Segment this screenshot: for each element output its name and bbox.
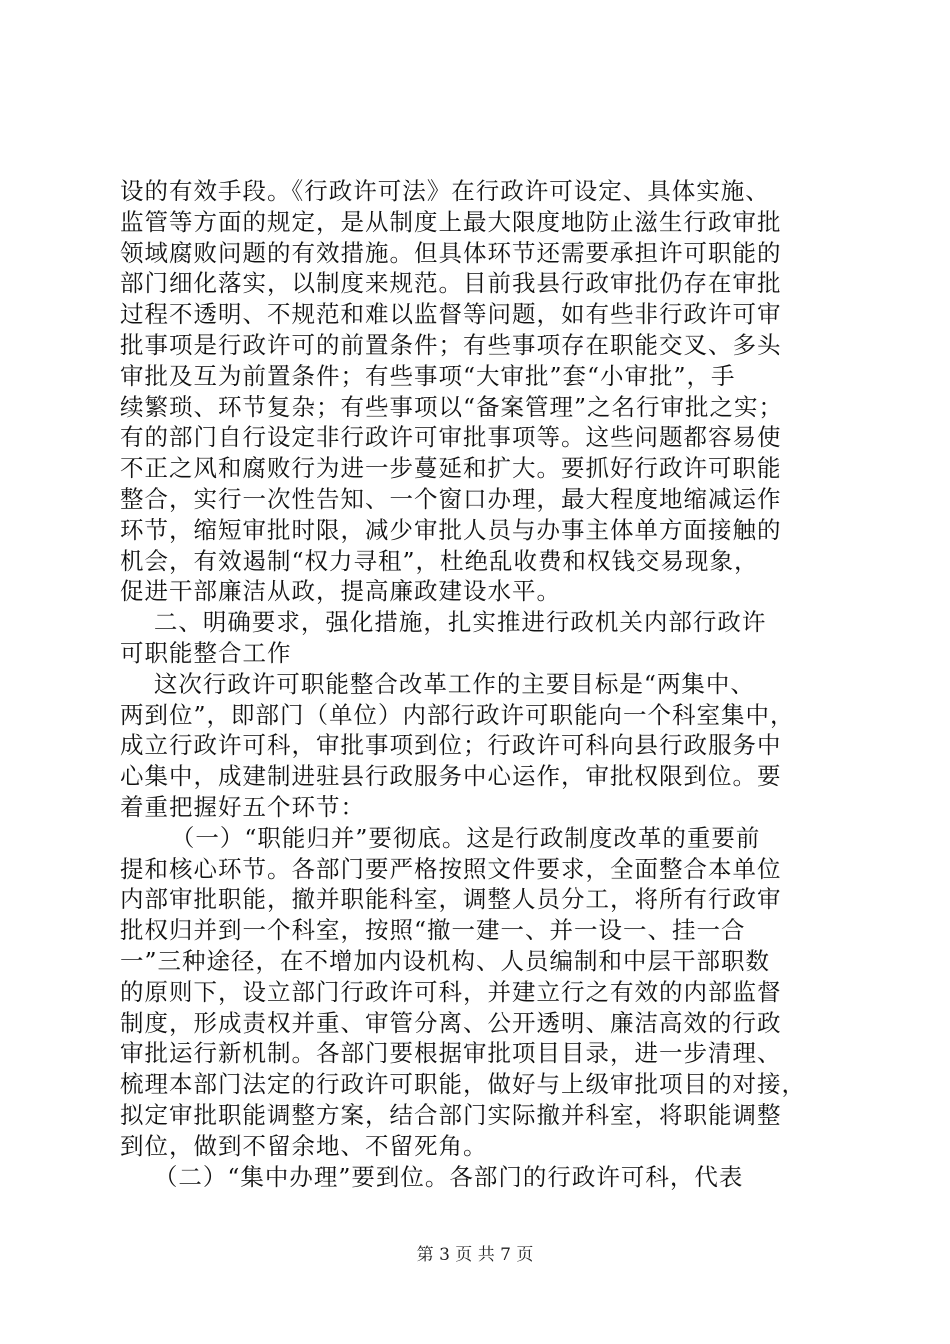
page-number-footer: 第 3 页 共 7 页 (416, 1245, 534, 1265)
paragraph-5: （二）“集中办理”要到位。各部门的行政许可科，代表 (120, 1162, 744, 1191)
paragraph-2-heading: 二、明确要求，强化措施，扎实推进行政机关内部行政许 可职能整合工作 (120, 608, 767, 667)
paragraph-4: （一）“职能归并”要彻底。这是行政制度改革的重要前 提和核心环节。各部门要严格按照文件要求，全面整合本单位 内部审批职能，撤并职能科室，调整人员分工，将所有行政审 批权归并到一个科室，按照“撤一建一、并一设一、挂一合 一”三种途径，在不增加内设机构、人员编制和中层干部职数 的原则下，设立部门行政许可科，并建立行之有效的内部监督 制度，形成责权并重、审管分离、公开透明、廉洁高效的行政 审批运行新机制。各部门要根据审批项目目录，进一步清理、 梳理本部门法定的行政许可职能，做好与上级审批项目的对接， 拟定审批职能调整方案，结合部门实际撤并科室，将职能调整 到位，做到不留余地、不留死角。 (120, 823, 806, 1160)
body-text (120, 176, 832, 1192)
paragraph-3: 这次行政许可职能整合改革工作的主要目标是“两集中、 两到位”，即部门（单位）内部行政许可职能向一个科室集中， 成立行政许可科，审批事项到位；行政许可科向县行政服务中 心集中，成建制进驻县行政服务中心运作，审批权限到位。要 着重把握好五个环节： (120, 669, 795, 821)
paragraph-1: 设的有效手段。《行政许可法》在行政许可设定、具体实施、 监管等方面的规定，是从制度上最大限度地防止滋生行政审批 领域腐败问题的有效措施。但具体环节还需要承担许可职能的 部门细化落实，以制度来规范。目前我县行政审批仍存在审批 过程不透明、不规范和难以监督等问题，如有些非行政许可审 批事项是行政许可的前置条件；有些事项存在职能交叉、多头 审批及互为前置条件；有些事项“大审批”套“小审批”，手 续繁琐、环节复杂；有些事项以“备案管理”之名行审批之实； 有的部门自行设定非行政许可审批事项等。这些问题都容易使 不正之风和腐败行为进一步蔓延和扩大。要抓好行政许可职能 整合，实行一次性告知、一个窗口办理，最大程度地缩减运作 环节，缩短审批时限，减少审批人员与办事主体单方面接触的 机会，有效遏制“权力寻租”，杜绝乱收费和权钱交易现象， 促进干部廉洁从政，提高廉政建设水平。 (120, 177, 784, 606)
